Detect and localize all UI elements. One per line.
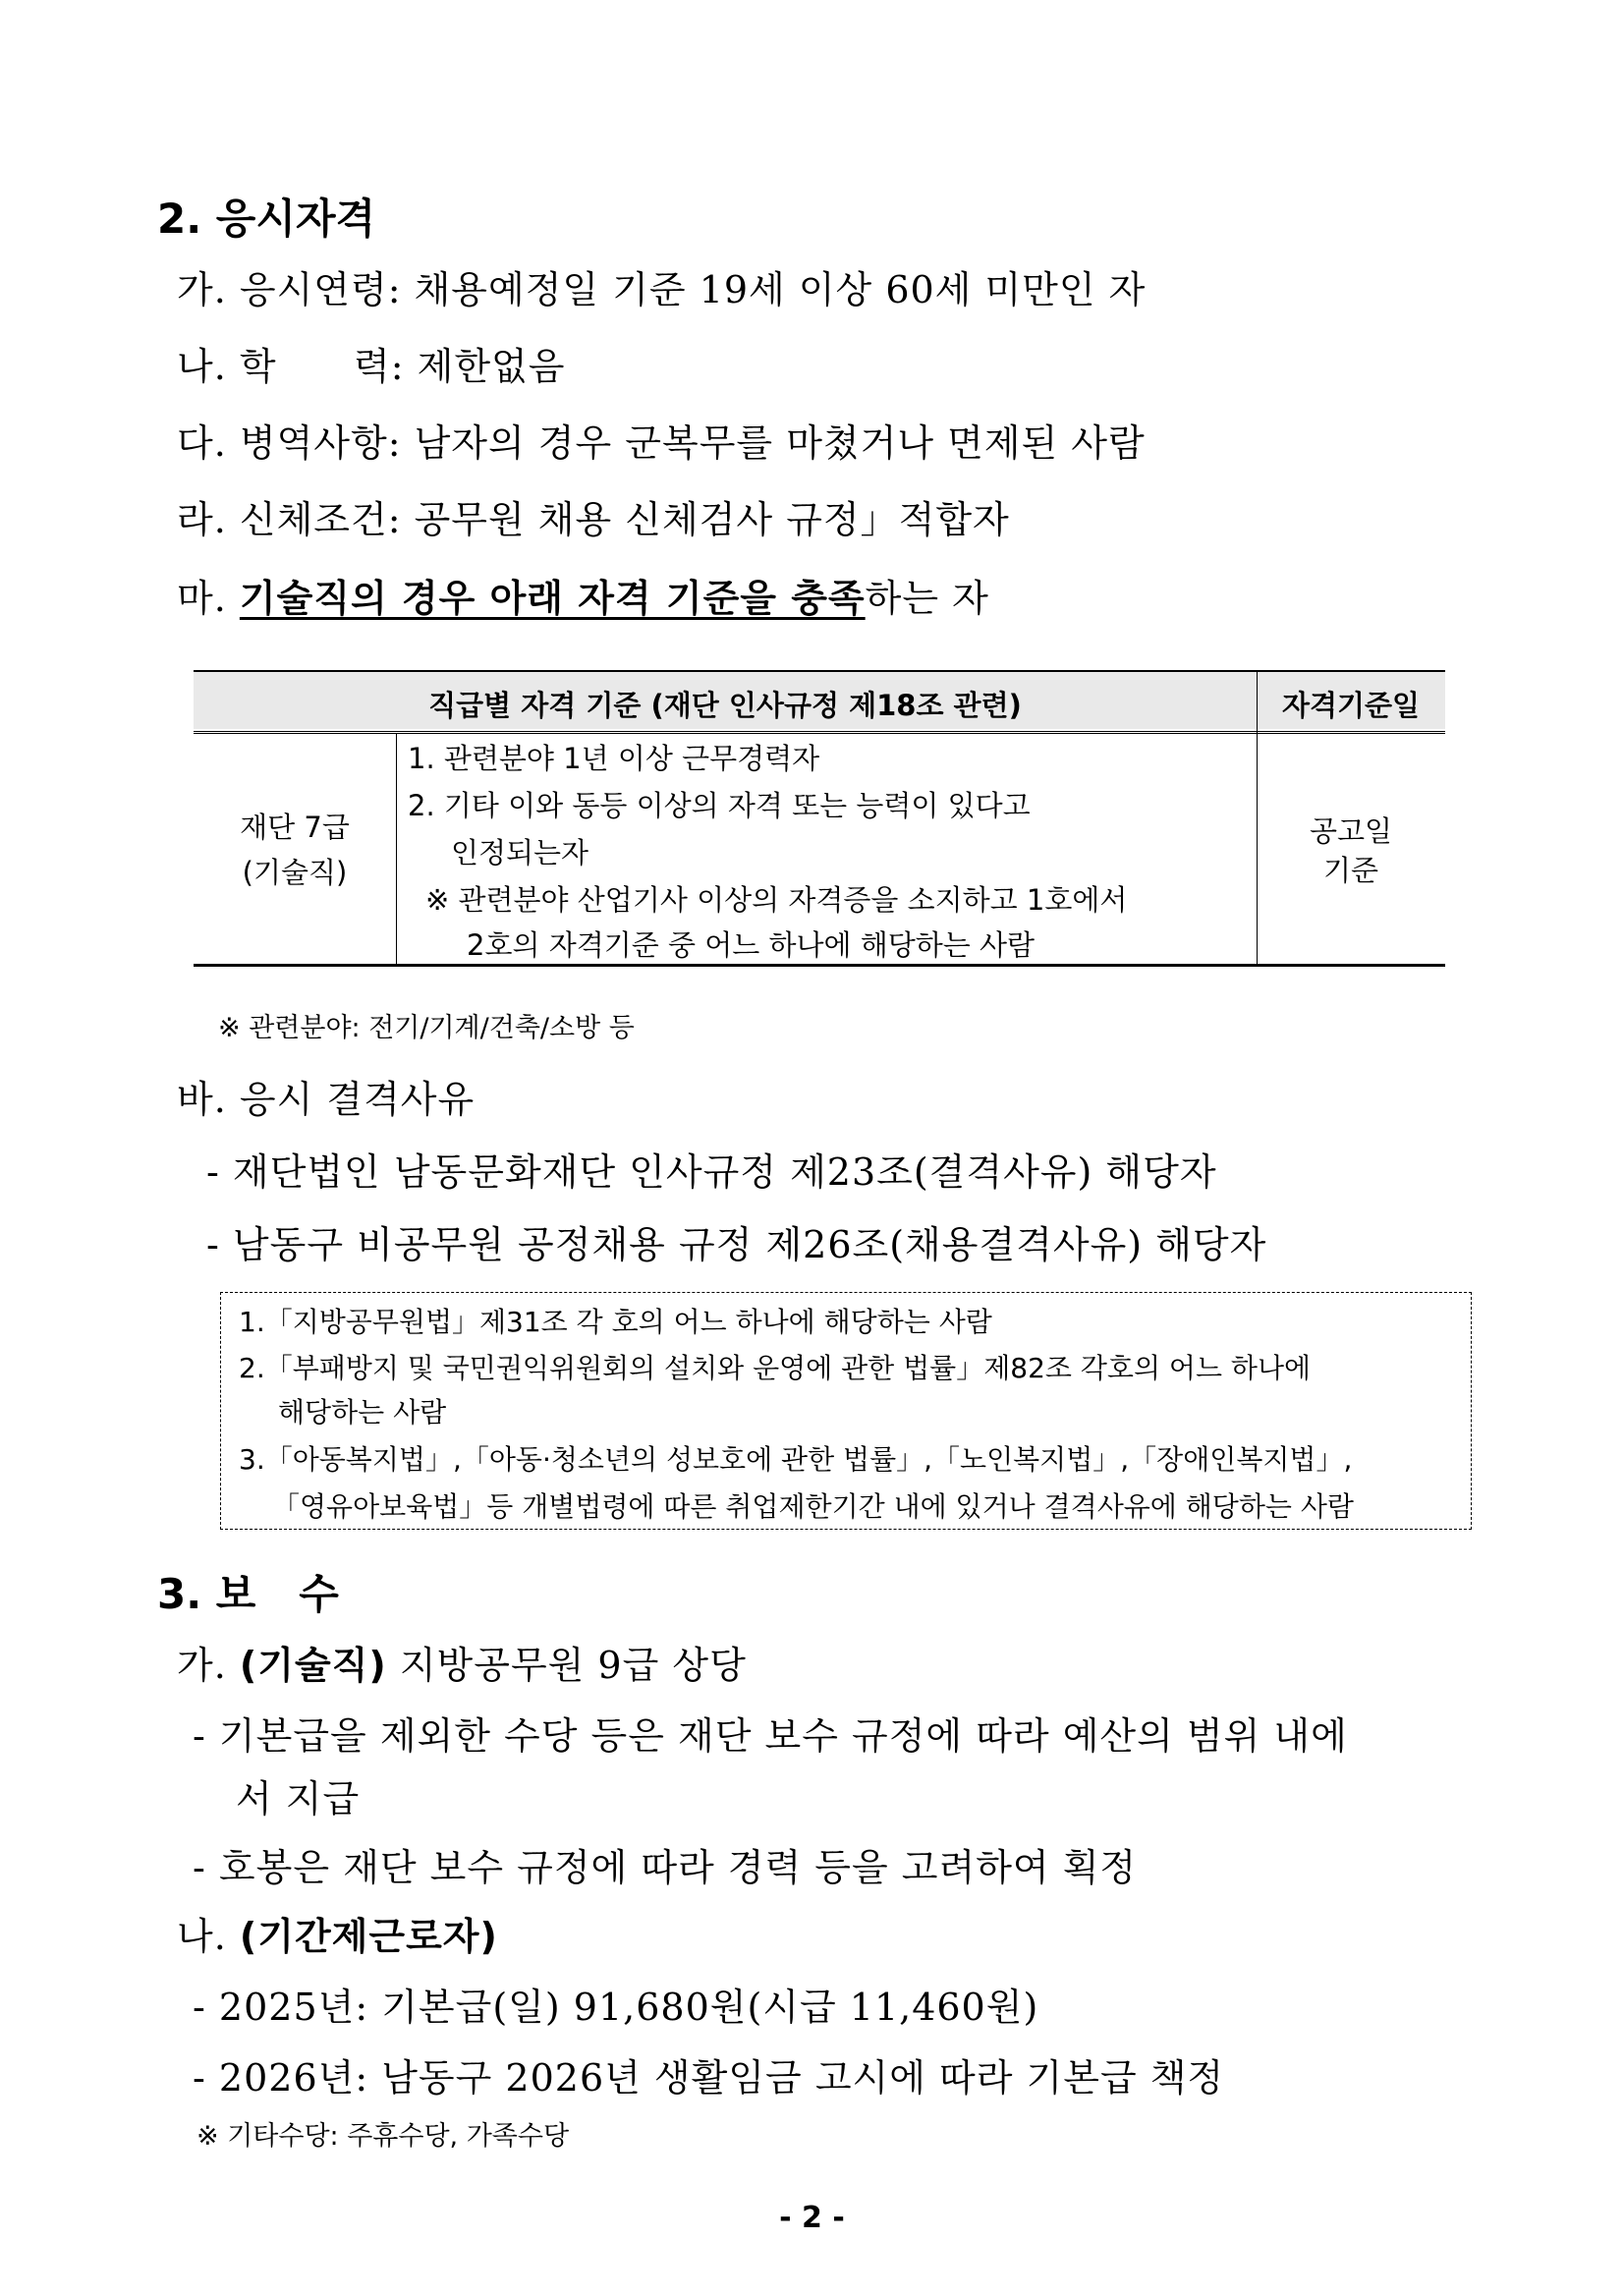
related-field-note: ※ 관련분야: 전기/기계/건축/소방 등 [218,1013,635,1043]
box-line: 2.「부패방지 및 국민권익위원회의 설치와 운영에 관한 법률」제82조 각호의 어느 하나에 [239,1352,1312,1384]
pay-technical-item: - 호봉은 재단 보수 규정에 따라 경력 등을 고려하여 획정 [193,1846,1138,1889]
box-line: 해당하는 사람 [278,1396,447,1428]
pay-contract-item: - 2026년: 남동구 2026년 생활임금 고시에 따라 기본급 책정 [193,2056,1225,2100]
table-criteria-line: 2. 기타 이와 동등 이상의 자격 또는 능력이 있다고 [408,789,1031,822]
item-age: 가. 응시연령: 채용예정일 기준 19세 이상 60세 미만인 자 [177,268,1147,311]
item-technical-suffix: 하는 자 [865,577,989,620]
item-physical: 라. 신체조건: 공무원 채용 신체검사 규정」적합자 [177,498,1010,541]
item-technical-prefix: 마. [177,577,240,620]
table-grade-line1: 재단 7급 [240,811,350,844]
other-allowance-note: ※ 기타수당: 주휴수당, 가족수당 [196,2121,570,2152]
pay-technical-item: 서 지급 [236,1777,361,1820]
table-criteria-line: 2호의 자격기준 중 어느 하나에 해당하는 사람 [467,928,1036,962]
section-3-title: 3. 보 수 [157,1570,339,1618]
table-criteria-line: 인정되는자 [451,836,589,869]
pay-contract [177,1906,498,1960]
pay-contract-bold: (기간제근로자) [239,1915,498,1958]
section-2-title: 2. 응시자격 [157,195,376,243]
qualification-table [194,670,1445,967]
item-technical-underlined: 기술직의 경우 아래 자격 기준을 충족 [239,576,866,620]
table-header-date: 자격기준일 [1281,689,1421,722]
box-line: 3.「아동복지법」,「아동·청소년의 성보호에 관한 법률」,「노인복지법」,「장애인복지법」, [239,1443,1353,1476]
disqualify-item: - 재단법인 남동문화재단 인사규정 제23조(결격사유) 해당자 [206,1150,1217,1194]
table-header-criteria: 직급별 자격 기준 (재단 인사규정 제18조 관련) [428,689,1022,722]
page-number: - 2 - [779,2201,845,2235]
table-criteria-line: ※ 관련분야 산업기사 이상의 자격증을 소지하고 1호에서 [425,883,1128,917]
table-date-line2: 기준 [1322,854,1379,887]
pay-technical-prefix: 가. [177,1644,240,1687]
pay-contract-item: - 2025년: 기본급(일) 91,680원(시급 11,460원) [193,1986,1039,2029]
item-technical [177,568,989,622]
disqualify-detail-box [220,1292,1472,1530]
table-criteria-line: 1. 관련분야 1년 이상 근무경력자 [408,742,820,775]
box-line: 「영유아보육법」등 개별법령에 따른 취업제한기간 내에 있거나 결격사유에 해당하는 사람 [272,1490,1354,1523]
pay-contract-prefix: 나. [177,1915,240,1958]
table-column-divider-1 [396,733,397,965]
pay-technical-bold: (기술직) [239,1644,387,1687]
box-line: 1.「지방공무원법」제31조 각 호의 어느 하나에 해당하는 사람 [239,1306,992,1338]
pay-technical [177,1635,747,1689]
table-date-line1: 공고일 [1309,814,1393,848]
disqualify-item: - 남동구 비공무원 공정채용 규정 제26조(채용결격사유) 해당자 [206,1223,1267,1266]
table-grade-line2: (기술직) [242,856,348,889]
pay-technical-item: - 기본급을 제외한 수당 등은 재단 보수 규정에 따라 예산의 범위 내에 [193,1714,1348,1758]
item-education: 나. 학 력: 제한없음 [177,345,566,388]
disqualify-title: 바. 응시 결격사유 [177,1078,476,1121]
item-military: 다. 병역사항: 남자의 경우 군복무를 마쳤거나 면제된 사람 [177,421,1146,465]
pay-technical-rest: 지방공무원 9급 상당 [386,1644,747,1687]
